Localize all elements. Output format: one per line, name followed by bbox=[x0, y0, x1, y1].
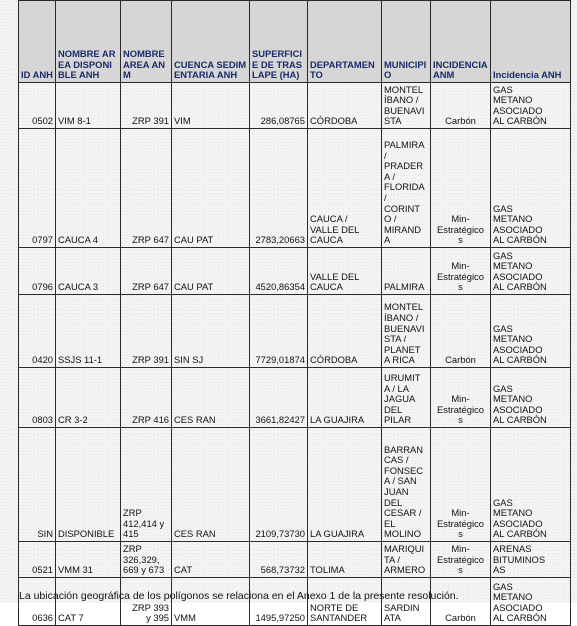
cell-nombre-area-anm: ZRP 647 bbox=[121, 129, 172, 248]
cell-departamento: TOLIMA bbox=[308, 542, 382, 578]
cell-cuenca: CES RAN bbox=[172, 428, 250, 542]
cell-cuenca: CES RAN bbox=[172, 368, 250, 428]
cell-id-anh: 0636 bbox=[19, 578, 56, 626]
cell-id-anh: 0502 bbox=[19, 83, 56, 129]
cell-incidencia-anh: GAS METANO ASOCIADO AL CARBÓN bbox=[491, 578, 571, 626]
cell-cuenca: CAU PAT bbox=[172, 248, 250, 295]
cell-municipio: BARRAN CAS / FONSEC A / SAN JUAN DEL CESAR / EL MOLINO bbox=[382, 428, 431, 542]
cell-incidencia-anm: Carbón bbox=[431, 578, 491, 626]
cell-nombre-area-anm: ZRP 326,329, 669 y 673 bbox=[121, 542, 172, 578]
cell-incidencia-anm: Carbón bbox=[431, 83, 491, 129]
cell-departamento: VALLE DEL CAUCA bbox=[308, 248, 382, 295]
cell-cuenca: SIN SJ bbox=[172, 295, 250, 368]
table-row bbox=[19, 129, 571, 248]
areas-table bbox=[18, 0, 571, 626]
cell-municipio: MONTEL ÍBANO / BUENAVI STA bbox=[382, 83, 431, 129]
col-header-incidencia-anm: INCIDENCIA ANM bbox=[431, 1, 491, 83]
cell-incidencia-anh: ARENAS BITUMINOS AS bbox=[491, 542, 571, 578]
cell-incidencia-anm: Carbón bbox=[431, 295, 491, 368]
cell-id-anh: 0521 bbox=[19, 542, 56, 578]
cell-incidencia-anh: GAS METANO ASOCIADO AL CARBÓN bbox=[491, 248, 571, 295]
cell-municipio: PALMIRA / PRADER A / FLORIDA / CORINT O / MIRAND A bbox=[382, 129, 431, 248]
cell-municipio: URUMIT A / LA JAGUA DEL PILAR bbox=[382, 368, 431, 428]
col-header-municipio: MUNICIPIO bbox=[382, 1, 431, 83]
cell-incidencia-anm: Min- Estratégico s bbox=[431, 428, 491, 542]
cell-departamento: LA GUAJIRA bbox=[308, 368, 382, 428]
cell-superficie: 1495,97250 bbox=[250, 578, 308, 626]
cell-nombre-area-anm: ZRP 412,414 y 415 bbox=[121, 428, 172, 542]
cell-departamento: CÓRDOBA bbox=[308, 83, 382, 129]
col-header-nombre-area-disponible: NOMBRE AREA DISPONIBLE ANH bbox=[56, 1, 121, 83]
cell-incidencia-anm: Min- Estratégico s bbox=[431, 129, 491, 248]
cell-nombre-area-disponible: CAUCA 4 bbox=[56, 129, 121, 248]
table-row bbox=[19, 542, 571, 578]
cell-superficie: 286,08765 bbox=[250, 83, 308, 129]
table-row bbox=[19, 368, 571, 428]
cell-municipio: MARIQUI TA / ARMERO bbox=[382, 542, 431, 578]
cell-departamento: LA GUAJIRA bbox=[308, 428, 382, 542]
cell-id-anh: 0797 bbox=[19, 129, 56, 248]
cell-superficie: 4520,86354 bbox=[250, 248, 308, 295]
cell-cuenca: VIM bbox=[172, 83, 250, 129]
cell-incidencia-anh: GAS METANO ASOCIADO AL CARBÓN bbox=[491, 295, 571, 368]
cell-id-anh: 0796 bbox=[19, 248, 56, 295]
footer-note: La ubicación geográfica de los polígonos se relaciona en el Anexo 1 de la presente resolución. bbox=[19, 590, 459, 602]
cell-municipio: MONTEL ÍBANO / BUENAVI STA / PLANET A RICA bbox=[382, 295, 431, 368]
cell-nombre-area-anm: ZRP 416 bbox=[121, 368, 172, 428]
cell-incidencia-anh: GAS METANO ASOCIADO AL CARBÓN bbox=[491, 368, 571, 428]
areas-table-container bbox=[18, 0, 570, 626]
cell-nombre-area-disponible: CR 3-2 bbox=[56, 368, 121, 428]
cell-incidencia-anm: Min- Estratégico s bbox=[431, 542, 491, 578]
cell-municipio: PALMIRA bbox=[382, 248, 431, 295]
cell-superficie: 2783,20663 bbox=[250, 129, 308, 248]
col-header-departamento: DEPARTAMENTO bbox=[308, 1, 382, 83]
cell-superficie: 3661,82427 bbox=[250, 368, 308, 428]
cell-superficie: 7729,01874 bbox=[250, 295, 308, 368]
cell-cuenca: VMM bbox=[172, 578, 250, 626]
cell-superficie: 568,73732 bbox=[250, 542, 308, 578]
cell-nombre-area-disponible: VMM 31 bbox=[56, 542, 121, 578]
cell-departamento: CAUCA / VALLE DEL CAUCA bbox=[308, 129, 382, 248]
col-header-cuenca-sedimentaria: CUENCA SEDIMENTARIA ANH bbox=[172, 1, 250, 83]
cell-superficie: 2109,73730 bbox=[250, 428, 308, 542]
cell-nombre-area-disponible: SSJS 11-1 bbox=[56, 295, 121, 368]
cell-nombre-area-disponible: DISPONIBLE bbox=[56, 428, 121, 542]
col-header-nombre-area-anm: NOMBRE AREA ANM bbox=[121, 1, 172, 83]
cell-departamento: CÓRDOBA bbox=[308, 295, 382, 368]
cell-cuenca: CAU PAT bbox=[172, 129, 250, 248]
col-header-id-anh: ID ANH bbox=[19, 1, 56, 83]
cell-nombre-area-disponible: CAT 7 bbox=[56, 578, 121, 626]
cell-municipio: SARDIN ATA bbox=[382, 578, 431, 626]
table-row bbox=[19, 83, 571, 129]
table-row bbox=[19, 428, 571, 542]
cell-incidencia-anh: GAS METANO ASOCIADO AL CARBÓN bbox=[491, 83, 571, 129]
cell-id-anh: SIN bbox=[19, 428, 56, 542]
col-header-superficie-traslape: SUPERFICIE DE TRASLAPE (HA) bbox=[250, 1, 308, 83]
cell-incidencia-anh: GAS METANO ASOCIADO AL CARBÓN bbox=[491, 428, 571, 542]
cell-nombre-area-anm: ZRP 391 bbox=[121, 295, 172, 368]
table-header-row bbox=[19, 1, 571, 83]
cell-id-anh: 0803 bbox=[19, 368, 56, 428]
cell-cuenca: CAT bbox=[172, 542, 250, 578]
cell-incidencia-anm: Min- Estratégico s bbox=[431, 248, 491, 295]
cell-nombre-area-anm: ZRP 391 bbox=[121, 83, 172, 129]
col-header-incidencia-anh: Incidencia ANH bbox=[491, 1, 571, 83]
cell-id-anh: 0420 bbox=[19, 295, 56, 368]
cell-nombre-area-disponible: CAUCA 3 bbox=[56, 248, 121, 295]
cell-nombre-area-anm: ZRP 393 y 395 bbox=[121, 578, 172, 626]
table-row bbox=[19, 295, 571, 368]
cell-departamento: NORTE DE SANTANDER bbox=[308, 578, 382, 626]
cell-nombre-area-anm: ZRP 647 bbox=[121, 248, 172, 295]
table-row bbox=[19, 248, 571, 295]
cell-incidencia-anm: Min- Estratégico s bbox=[431, 368, 491, 428]
cell-nombre-area-disponible: VIM 8-1 bbox=[56, 83, 121, 129]
cell-incidencia-anh: GAS METANO ASOCIADO AL CARBÓN bbox=[491, 129, 571, 248]
